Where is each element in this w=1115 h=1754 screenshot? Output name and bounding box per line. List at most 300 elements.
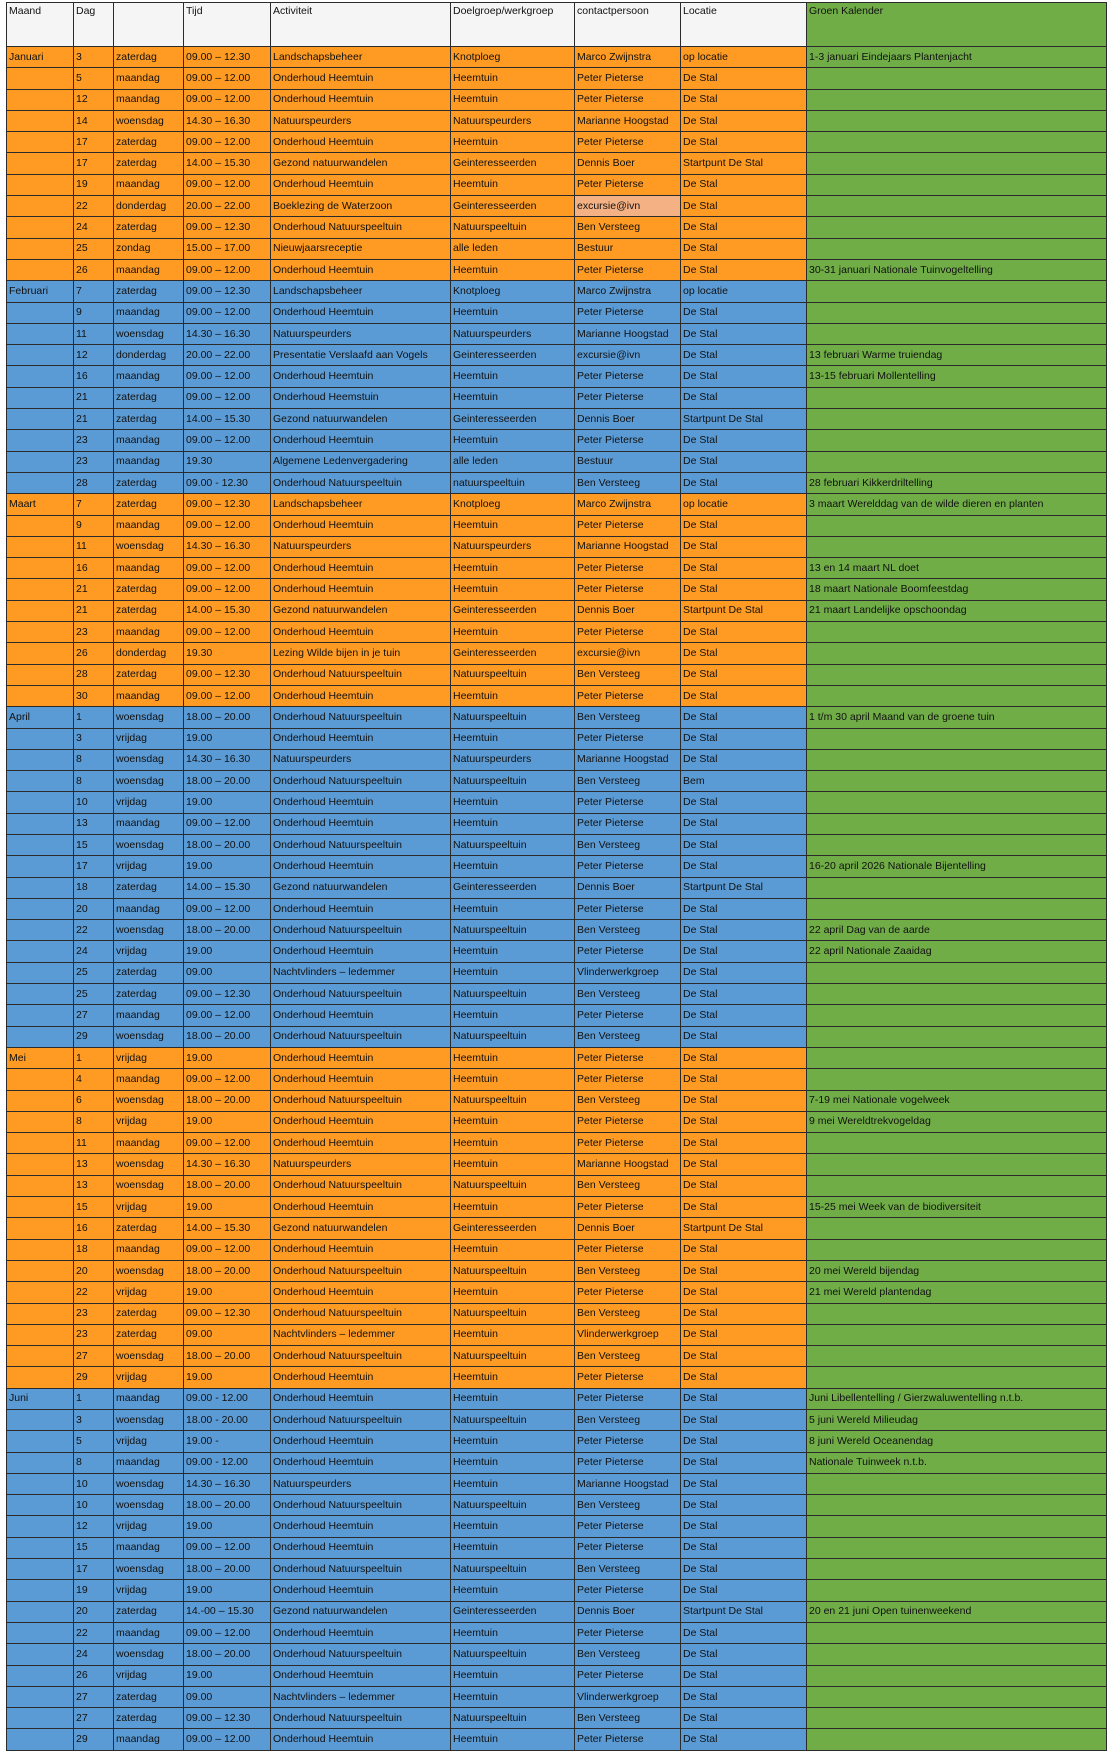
cell-groen-kalender bbox=[807, 451, 1107, 472]
cell-groen-kalender bbox=[807, 1708, 1107, 1729]
cell-doelgroep: Natuurspeeltuin bbox=[451, 1644, 575, 1665]
cell-weekday: zaterdag bbox=[114, 281, 184, 302]
cell-groen-kalender bbox=[807, 813, 1107, 834]
cell-doelgroep: Heemtuin bbox=[451, 302, 575, 323]
cell-groen-kalender bbox=[807, 1026, 1107, 1047]
cell-groen-kalender bbox=[807, 217, 1107, 238]
cell-groen-kalender bbox=[807, 898, 1107, 919]
cell-tijd: 09.00 – 12.00 bbox=[184, 1537, 271, 1558]
cell-locatie: De Stal bbox=[681, 536, 807, 557]
cell-weekday: woensdag bbox=[114, 707, 184, 728]
cell-groen-kalender: 28 februari Kikkerdriltelling bbox=[807, 472, 1107, 493]
cell-contactpersoon: Ben Versteeg bbox=[575, 707, 681, 728]
cell-maand: April bbox=[7, 707, 74, 728]
cell-locatie: De Stal bbox=[681, 813, 807, 834]
cell-weekday: maandag bbox=[114, 1069, 184, 1090]
cell-locatie: De Stal bbox=[681, 196, 807, 217]
cell-groen-kalender bbox=[807, 643, 1107, 664]
cell-contactpersoon: Ben Versteeg bbox=[575, 834, 681, 855]
cell-contactpersoon: Ben Versteeg bbox=[575, 1026, 681, 1047]
cell-dag: 14 bbox=[74, 110, 114, 131]
cell-doelgroep: Heemtuin bbox=[451, 728, 575, 749]
table-row bbox=[7, 749, 1107, 770]
cell-activiteit: Onderhoud Heemtuin bbox=[271, 1431, 451, 1452]
cell-contactpersoon: Peter Pieterse bbox=[575, 1197, 681, 1218]
cell-activiteit: Onderhoud Natuurspeeltuin bbox=[271, 1644, 451, 1665]
cell-groen-kalender: Juni Libellentelling / Gierzwaluwentelling n.t.b. bbox=[807, 1388, 1107, 1409]
cell-weekday: woensdag bbox=[114, 749, 184, 770]
cell-groen-kalender bbox=[807, 1324, 1107, 1345]
cell-activiteit: Onderhoud Heemtuin bbox=[271, 1729, 451, 1750]
cell-locatie: De Stal bbox=[681, 1495, 807, 1516]
cell-activiteit: Natuurspeurders bbox=[271, 749, 451, 770]
cell-locatie: De Stal bbox=[681, 1324, 807, 1345]
cell-weekday: zaterdag bbox=[114, 494, 184, 515]
cell-activiteit: Gezond natuurwandelen bbox=[271, 600, 451, 621]
cell-doelgroep: Heemtuin bbox=[451, 174, 575, 195]
cell-activiteit: Onderhoud Heemtuin bbox=[271, 579, 451, 600]
cell-maand bbox=[7, 1452, 74, 1473]
cell-dag: 8 bbox=[74, 749, 114, 770]
cell-locatie: De Stal bbox=[681, 1090, 807, 1111]
table-row bbox=[7, 409, 1107, 430]
cell-contactpersoon: Dennis Boer bbox=[575, 1218, 681, 1239]
cell-contactpersoon: Peter Pieterse bbox=[575, 1537, 681, 1558]
cell-groen-kalender bbox=[807, 1346, 1107, 1367]
cell-weekday: maandag bbox=[114, 1239, 184, 1260]
cell-tijd: 18.00 – 20.00 bbox=[184, 1175, 271, 1196]
cell-locatie: De Stal bbox=[681, 962, 807, 983]
cell-weekday: donderdag bbox=[114, 345, 184, 366]
cell-groen-kalender bbox=[807, 1686, 1107, 1707]
table-row bbox=[7, 1111, 1107, 1132]
cell-tijd: 15.00 – 17.00 bbox=[184, 238, 271, 259]
table-row bbox=[7, 962, 1107, 983]
cell-activiteit: Gezond natuurwandelen bbox=[271, 877, 451, 898]
cell-activiteit: Onderhoud Heemtuin bbox=[271, 1452, 451, 1473]
cell-doelgroep: Geinteresseerden bbox=[451, 409, 575, 430]
cell-activiteit: Onderhoud Heemtuin bbox=[271, 558, 451, 579]
cell-maand bbox=[7, 1282, 74, 1303]
cell-maand bbox=[7, 1516, 74, 1537]
cell-dag: 25 bbox=[74, 962, 114, 983]
cell-weekday: maandag bbox=[114, 1388, 184, 1409]
cell-activiteit: Onderhoud Heemtuin bbox=[271, 1047, 451, 1068]
cell-maand bbox=[7, 536, 74, 557]
cell-tijd: 09.00 – 12.30 bbox=[184, 217, 271, 238]
cell-activiteit: Natuurspeurders bbox=[271, 1154, 451, 1175]
cell-weekday: maandag bbox=[114, 259, 184, 280]
cell-locatie: De Stal bbox=[681, 451, 807, 472]
cell-locatie: De Stal bbox=[681, 302, 807, 323]
cell-groen-kalender bbox=[807, 1133, 1107, 1154]
cell-doelgroep: alle leden bbox=[451, 238, 575, 259]
cell-locatie: De Stal bbox=[681, 1537, 807, 1558]
table-row bbox=[7, 1537, 1107, 1558]
table-row bbox=[7, 1346, 1107, 1367]
table-row bbox=[7, 558, 1107, 579]
cell-weekday: maandag bbox=[114, 515, 184, 536]
cell-tijd: 19.00 bbox=[184, 941, 271, 962]
cell-activiteit: Lezing Wilde bijen in je tuin bbox=[271, 643, 451, 664]
cell-doelgroep: Heemtuin bbox=[451, 1324, 575, 1345]
cell-maand bbox=[7, 1154, 74, 1175]
cell-dag: 16 bbox=[74, 366, 114, 387]
cell-doelgroep: Natuurspeeltuin bbox=[451, 1559, 575, 1580]
cell-contactpersoon: Ben Versteeg bbox=[575, 1090, 681, 1111]
cell-groen-kalender bbox=[807, 749, 1107, 770]
cell-weekday: maandag bbox=[114, 685, 184, 706]
cell-locatie: De Stal bbox=[681, 217, 807, 238]
cell-dag: 1 bbox=[74, 707, 114, 728]
cell-activiteit: Onderhoud Heemtuin bbox=[271, 1388, 451, 1409]
cell-groen-kalender bbox=[807, 1047, 1107, 1068]
cell-groen-kalender bbox=[807, 1495, 1107, 1516]
cell-locatie: De Stal bbox=[681, 1282, 807, 1303]
cell-maand bbox=[7, 366, 74, 387]
cell-locatie: De Stal bbox=[681, 984, 807, 1005]
table-row bbox=[7, 1431, 1107, 1452]
table-row bbox=[7, 302, 1107, 323]
cell-maand bbox=[7, 579, 74, 600]
cell-doelgroep: Heemtuin bbox=[451, 1431, 575, 1452]
cell-tijd: 09.00 – 12.30 bbox=[184, 494, 271, 515]
table-row bbox=[7, 430, 1107, 451]
cell-groen-kalender bbox=[807, 1473, 1107, 1494]
cell-maand bbox=[7, 1346, 74, 1367]
cell-locatie: De Stal bbox=[681, 1047, 807, 1068]
cell-groen-kalender bbox=[807, 622, 1107, 643]
cell-maand bbox=[7, 472, 74, 493]
cell-maand bbox=[7, 664, 74, 685]
cell-activiteit: Onderhoud Natuurspeeltuin bbox=[271, 771, 451, 792]
cell-weekday: vrijdag bbox=[114, 1431, 184, 1452]
cell-activiteit: Nachtvlinders – ledemmer bbox=[271, 1324, 451, 1345]
cell-locatie: De Stal bbox=[681, 728, 807, 749]
cell-weekday: zaterdag bbox=[114, 1303, 184, 1324]
cell-tijd: 14.30 – 16.30 bbox=[184, 536, 271, 557]
cell-contactpersoon: Peter Pieterse bbox=[575, 1729, 681, 1750]
cell-maand bbox=[7, 1218, 74, 1239]
table-row bbox=[7, 1154, 1107, 1175]
cell-activiteit: Onderhoud Heemtuin bbox=[271, 1111, 451, 1132]
table-row bbox=[7, 643, 1107, 664]
cell-locatie: De Stal bbox=[681, 1729, 807, 1750]
cell-contactpersoon: Peter Pieterse bbox=[575, 1005, 681, 1026]
cell-weekday: maandag bbox=[114, 1005, 184, 1026]
cell-tijd: 09.00 – 12.00 bbox=[184, 1133, 271, 1154]
cell-activiteit: Onderhoud Heemtuin bbox=[271, 1069, 451, 1090]
cell-contactpersoon: Peter Pieterse bbox=[575, 515, 681, 536]
cell-maand bbox=[7, 1537, 74, 1558]
cell-maand bbox=[7, 153, 74, 174]
cell-contactpersoon: Ben Versteeg bbox=[575, 1175, 681, 1196]
cell-weekday: maandag bbox=[114, 302, 184, 323]
cell-doelgroep: Heemtuin bbox=[451, 579, 575, 600]
header-groen-kalender: Groen Kalender bbox=[807, 3, 1107, 47]
cell-tijd: 09.00 - 12.00 bbox=[184, 1388, 271, 1409]
cell-locatie: De Stal bbox=[681, 643, 807, 664]
cell-contactpersoon: Ben Versteeg bbox=[575, 1559, 681, 1580]
cell-locatie: op locatie bbox=[681, 494, 807, 515]
cell-contactpersoon: Ben Versteeg bbox=[575, 920, 681, 941]
table-row bbox=[7, 1516, 1107, 1537]
cell-maand bbox=[7, 409, 74, 430]
cell-tijd: 18.00 – 20.00 bbox=[184, 1260, 271, 1281]
cell-maand bbox=[7, 196, 74, 217]
cell-tijd: 09.00 – 12.00 bbox=[184, 1239, 271, 1260]
table-row bbox=[7, 196, 1107, 217]
cell-tijd: 09.00 bbox=[184, 1324, 271, 1345]
cell-groen-kalender bbox=[807, 536, 1107, 557]
cell-groen-kalender bbox=[807, 877, 1107, 898]
cell-dag: 26 bbox=[74, 259, 114, 280]
cell-doelgroep: Heemtuin bbox=[451, 1133, 575, 1154]
table-row bbox=[7, 1580, 1107, 1601]
cell-weekday: maandag bbox=[114, 451, 184, 472]
cell-tijd: 14.00 – 15.30 bbox=[184, 153, 271, 174]
cell-tijd: 09.00 – 12.00 bbox=[184, 898, 271, 919]
cell-contactpersoon: Peter Pieterse bbox=[575, 685, 681, 706]
cell-locatie: Startpunt De Stal bbox=[681, 1601, 807, 1622]
cell-weekday: woensdag bbox=[114, 1154, 184, 1175]
cell-locatie: De Stal bbox=[681, 1260, 807, 1281]
cell-activiteit: Onderhoud Heemtuin bbox=[271, 1516, 451, 1537]
cell-weekday: zaterdag bbox=[114, 962, 184, 983]
cell-weekday: woensdag bbox=[114, 1495, 184, 1516]
cell-doelgroep: Natuurspeurders bbox=[451, 323, 575, 344]
cell-doelgroep: Natuurspeeltuin bbox=[451, 1175, 575, 1196]
cell-tijd: 09.00 – 12.00 bbox=[184, 387, 271, 408]
cell-weekday: vrijdag bbox=[114, 1580, 184, 1601]
cell-dag: 8 bbox=[74, 771, 114, 792]
cell-tijd: 09.00 – 12.00 bbox=[184, 622, 271, 643]
cell-tijd: 18.00 – 20.00 bbox=[184, 1026, 271, 1047]
cell-dag: 16 bbox=[74, 1218, 114, 1239]
cell-doelgroep: Heemtuin bbox=[451, 89, 575, 110]
cell-contactpersoon: Peter Pieterse bbox=[575, 302, 681, 323]
cell-maand bbox=[7, 813, 74, 834]
cell-activiteit: Onderhoud Heemtuin bbox=[271, 366, 451, 387]
cell-doelgroep: Natuurspeeltuin bbox=[451, 1026, 575, 1047]
cell-contactpersoon: Peter Pieterse bbox=[575, 259, 681, 280]
cell-locatie: De Stal bbox=[681, 1473, 807, 1494]
cell-activiteit: Onderhoud Heemtuin bbox=[271, 515, 451, 536]
cell-groen-kalender bbox=[807, 89, 1107, 110]
cell-weekday: maandag bbox=[114, 813, 184, 834]
cell-maand bbox=[7, 622, 74, 643]
cell-groen-kalender bbox=[807, 771, 1107, 792]
cell-dag: 26 bbox=[74, 1665, 114, 1686]
cell-tijd: 09.00 – 12.00 bbox=[184, 515, 271, 536]
table-row bbox=[7, 1367, 1107, 1388]
cell-maand bbox=[7, 68, 74, 89]
cell-contactpersoon: Peter Pieterse bbox=[575, 1282, 681, 1303]
cell-doelgroep: Natuurspeeltuin bbox=[451, 664, 575, 685]
cell-tijd: 09.00 – 12.30 bbox=[184, 1303, 271, 1324]
table-row bbox=[7, 1047, 1107, 1068]
table-row bbox=[7, 728, 1107, 749]
cell-doelgroep: Heemtuin bbox=[451, 1282, 575, 1303]
cell-maand bbox=[7, 962, 74, 983]
cell-contactpersoon: Peter Pieterse bbox=[575, 387, 681, 408]
cell-locatie: De Stal bbox=[681, 323, 807, 344]
cell-maand bbox=[7, 302, 74, 323]
cell-locatie: De Stal bbox=[681, 1622, 807, 1643]
cell-tijd: 14.00 – 15.30 bbox=[184, 1218, 271, 1239]
cell-locatie: De Stal bbox=[681, 1005, 807, 1026]
cell-locatie: De Stal bbox=[681, 1410, 807, 1431]
cell-groen-kalender bbox=[807, 1218, 1107, 1239]
cell-locatie: De Stal bbox=[681, 1452, 807, 1473]
cell-contactpersoon: Dennis Boer bbox=[575, 600, 681, 621]
cell-weekday: woensdag bbox=[114, 1473, 184, 1494]
cell-doelgroep: Heemtuin bbox=[451, 366, 575, 387]
cell-weekday: zaterdag bbox=[114, 47, 184, 68]
cell-doelgroep: Heemtuin bbox=[451, 813, 575, 834]
cell-doelgroep: Heemtuin bbox=[451, 68, 575, 89]
cell-weekday: vrijdag bbox=[114, 856, 184, 877]
cell-weekday: maandag bbox=[114, 430, 184, 451]
cell-weekday: woensdag bbox=[114, 110, 184, 131]
cell-activiteit: Onderhoud Heemtuin bbox=[271, 1622, 451, 1643]
cell-activiteit: Onderhoud Heemtuin bbox=[271, 1537, 451, 1558]
cell-maand bbox=[7, 941, 74, 962]
cell-doelgroep: Natuurspeeltuin bbox=[451, 1410, 575, 1431]
cell-maand bbox=[7, 323, 74, 344]
cell-activiteit: Onderhoud Heemtuin bbox=[271, 259, 451, 280]
cell-locatie: De Stal bbox=[681, 1154, 807, 1175]
cell-maand bbox=[7, 1197, 74, 1218]
cell-maand: Maart bbox=[7, 494, 74, 515]
cell-locatie: De Stal bbox=[681, 89, 807, 110]
cell-dag: 12 bbox=[74, 89, 114, 110]
cell-contactpersoon: Peter Pieterse bbox=[575, 68, 681, 89]
cell-activiteit: Onderhoud Natuurspeeltuin bbox=[271, 707, 451, 728]
cell-dag: 22 bbox=[74, 920, 114, 941]
cell-doelgroep: Natuurspeurders bbox=[451, 536, 575, 557]
cell-activiteit: Onderhoud Natuurspeeltuin bbox=[271, 1260, 451, 1281]
cell-doelgroep: Natuurspeeltuin bbox=[451, 834, 575, 855]
cell-maand: Mei bbox=[7, 1047, 74, 1068]
cell-maand bbox=[7, 217, 74, 238]
table-row bbox=[7, 813, 1107, 834]
cell-weekday: maandag bbox=[114, 174, 184, 195]
cell-dag: 21 bbox=[74, 600, 114, 621]
cell-weekday: woensdag bbox=[114, 1175, 184, 1196]
table-row bbox=[7, 1452, 1107, 1473]
cell-activiteit: Algemene Ledenvergadering bbox=[271, 451, 451, 472]
cell-tijd: 19.00 bbox=[184, 1516, 271, 1537]
cell-doelgroep: Geinteresseerden bbox=[451, 196, 575, 217]
cell-maand bbox=[7, 728, 74, 749]
cell-contactpersoon: Vlinderwerkgroep bbox=[575, 1324, 681, 1345]
cell-dag: 21 bbox=[74, 409, 114, 430]
cell-contactpersoon: excursie@ivn bbox=[575, 345, 681, 366]
cell-contactpersoon: Peter Pieterse bbox=[575, 898, 681, 919]
cell-groen-kalender: 13-15 februari Mollentelling bbox=[807, 366, 1107, 387]
table-row bbox=[7, 664, 1107, 685]
table-row bbox=[7, 600, 1107, 621]
cell-activiteit: Onderhoud Natuurspeeltuin bbox=[271, 472, 451, 493]
cell-dag: 11 bbox=[74, 1133, 114, 1154]
cell-contactpersoon: Ben Versteeg bbox=[575, 1410, 681, 1431]
cell-locatie: De Stal bbox=[681, 749, 807, 770]
table-row bbox=[7, 89, 1107, 110]
cell-maand bbox=[7, 600, 74, 621]
cell-activiteit: Onderhoud Heemstuin bbox=[271, 387, 451, 408]
cell-locatie: De Stal bbox=[681, 1133, 807, 1154]
cell-groen-kalender bbox=[807, 409, 1107, 430]
cell-groen-kalender: Nationale Tuinweek n.t.b. bbox=[807, 1452, 1107, 1473]
cell-activiteit: Onderhoud Natuurspeeltuin bbox=[271, 1026, 451, 1047]
cell-dag: 16 bbox=[74, 558, 114, 579]
cell-dag: 20 bbox=[74, 1601, 114, 1622]
cell-contactpersoon: Peter Pieterse bbox=[575, 1367, 681, 1388]
cell-dag: 12 bbox=[74, 1516, 114, 1537]
cell-locatie: De Stal bbox=[681, 579, 807, 600]
cell-doelgroep: Natuurspeeltuin bbox=[451, 217, 575, 238]
cell-locatie: Startpunt De Stal bbox=[681, 600, 807, 621]
cell-activiteit: Landschapsbeheer bbox=[271, 281, 451, 302]
table-row bbox=[7, 174, 1107, 195]
cell-doelgroep: Heemtuin bbox=[451, 387, 575, 408]
cell-tijd: 19.00 bbox=[184, 1580, 271, 1601]
table-row bbox=[7, 1559, 1107, 1580]
cell-contactpersoon: Ben Versteeg bbox=[575, 664, 681, 685]
cell-groen-kalender: 1-3 januari Eindejaars Plantenjacht bbox=[807, 47, 1107, 68]
cell-locatie: De Stal bbox=[681, 132, 807, 153]
cell-weekday: zaterdag bbox=[114, 1324, 184, 1345]
cell-contactpersoon: Peter Pieterse bbox=[575, 1665, 681, 1686]
cell-locatie: De Stal bbox=[681, 1197, 807, 1218]
cell-locatie: De Stal bbox=[681, 622, 807, 643]
header-row bbox=[7, 3, 1107, 47]
cell-dag: 24 bbox=[74, 217, 114, 238]
cell-locatie: De Stal bbox=[681, 472, 807, 493]
cell-contactpersoon: Dennis Boer bbox=[575, 153, 681, 174]
table-row bbox=[7, 451, 1107, 472]
cell-dag: 7 bbox=[74, 281, 114, 302]
cell-locatie: De Stal bbox=[681, 707, 807, 728]
cell-locatie: De Stal bbox=[681, 1026, 807, 1047]
cell-activiteit: Onderhoud Natuurspeeltuin bbox=[271, 217, 451, 238]
cell-activiteit: Onderhoud Heemtuin bbox=[271, 1005, 451, 1026]
cell-doelgroep: Heemtuin bbox=[451, 856, 575, 877]
cell-dag: 27 bbox=[74, 1346, 114, 1367]
cell-tijd: 14.00 – 15.30 bbox=[184, 600, 271, 621]
cell-maand bbox=[7, 1133, 74, 1154]
cell-doelgroep: Heemtuin bbox=[451, 1388, 575, 1409]
cell-weekday: donderdag bbox=[114, 643, 184, 664]
cell-doelgroep: Natuurspeeltuin bbox=[451, 1708, 575, 1729]
cell-dag: 17 bbox=[74, 1559, 114, 1580]
cell-groen-kalender bbox=[807, 238, 1107, 259]
cell-locatie: op locatie bbox=[681, 281, 807, 302]
cell-contactpersoon: Peter Pieterse bbox=[575, 856, 681, 877]
cell-locatie: De Stal bbox=[681, 110, 807, 131]
cell-doelgroep: Natuurspeurders bbox=[451, 110, 575, 131]
table-row bbox=[7, 1026, 1107, 1047]
cell-weekday: vrijdag bbox=[114, 1665, 184, 1686]
header-contactpersoon: contactpersoon bbox=[575, 3, 681, 47]
table-row bbox=[7, 792, 1107, 813]
cell-maand bbox=[7, 515, 74, 536]
cell-dag: 13 bbox=[74, 1175, 114, 1196]
cell-maand bbox=[7, 834, 74, 855]
cell-weekday: vrijdag bbox=[114, 1111, 184, 1132]
table-row bbox=[7, 1473, 1107, 1494]
